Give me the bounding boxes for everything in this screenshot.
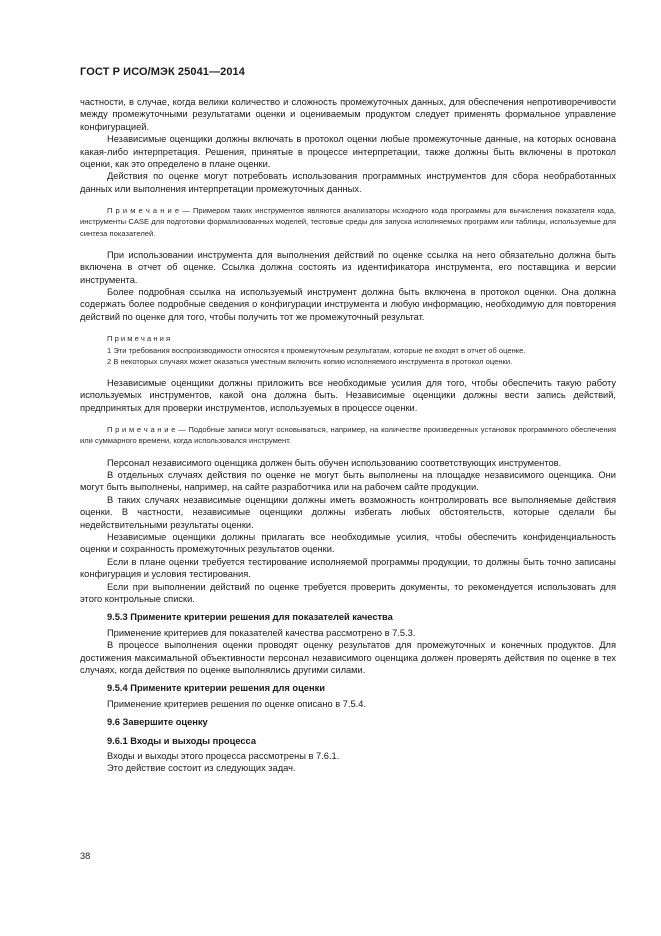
note-label: П р и м е ч а н и е — bbox=[107, 425, 186, 435]
page-body bbox=[80, 96, 616, 775]
note bbox=[80, 424, 616, 446]
paragraph: Более подробная ссылка на используемый инструмент должна быть включена в протокол оценки. Она должна содержать более подробные сведения о конфигурации инструмента и любую информацию, необходимую для повторения действий по оценке для того, чтобы получить тот же промежуточный результат. bbox=[80, 287, 616, 322]
paragraph: Если в плане оценки требуется тестирование исполняемой программы продукции, то должны быть точно записаны конфигурация и условия тестирования. bbox=[80, 556, 616, 580]
paragraph: частности, в случае, когда велики количество и сложность промежуточных данных, для обеспечения непротиворечивости между промежуточными результатами оценки и оцениваемым продуктом следует применять формальное управление конфигурацией. bbox=[80, 97, 616, 132]
paragraph: В отдельных случаях действия по оценке не могут быть выполнены на площадке независимого оценщика. Они могут быть выполнены, например, на сайте разработчика или на рабочем сайте продукции. bbox=[80, 469, 616, 493]
note-text: Подобные записи могут основываться, например, на количестве произведенных установок программного обеспечения или суммарного времени, когда использовался инструмент. bbox=[80, 425, 616, 446]
paragraph: Независимые оценщики должны прилагать все необходимые усилия, чтобы обеспечить конфиденциальность оценки и сохранность промежуточных результатов оценки. bbox=[80, 531, 616, 555]
paragraph: Независимые оценщики должны приложить все необходимые усилия для того, чтобы обеспечить такую работу используемых инструментов, какой она должна быть. Независимые оценщики должны вести запись действий, предпринятых для проверки инструментов, используемых в процессе оценки. bbox=[80, 377, 616, 413]
paragraph: Входы и выходы этого процесса рассмотрены в 7.6.1. bbox=[107, 751, 340, 762]
paragraph: В процессе выполнения оценки проводят оценку результатов для промежуточных и конечных продуктов. Для достижения максимальной объективности персонал независимого оценщика должен проверять действия по оценке в тех случаях, когда действия по оценке выполнялись другими силами. bbox=[80, 640, 616, 676]
section-heading: 9.6.1 Входы и выходы процесса bbox=[107, 735, 257, 746]
note-label: П р и м е ч а н и е — bbox=[107, 206, 190, 216]
note-text: Примером таких инструментов являются анализаторы исходного кода программы для вычисления показателя кода, инструменты CASE для подготовки формализованных моделей, тестовые среды для запуска исполняемых программ или таблицы, используемые для синтеза показателей. bbox=[80, 206, 616, 238]
paragraph: При использовании инструмента для выполнения действий по оценке ссылка на него обязательно должна быть включена в отчет об оценке. Ссылка должна состоять из идентификатора инструмента, его поставщика и версии инструмента. bbox=[80, 249, 616, 285]
page-header: ГОСТ Р ИСО/МЭК 25041—2014 bbox=[80, 66, 245, 78]
notes-heading: П р и м е ч а н и я bbox=[107, 334, 171, 344]
note bbox=[80, 205, 616, 239]
note-item: 2 В некоторых случаях может оказаться уместным включить копию исполняемого инструмента в протокол оценки. bbox=[107, 356, 513, 366]
section-heading: 9.6 Завершите оценку bbox=[107, 717, 208, 728]
paragraph: Это действие состоит из следующих задач. bbox=[107, 763, 296, 774]
note-item: 1 Эти требования воспроизводимости относятся к промежуточным результатам, которые не входят в отчет об оценке. bbox=[107, 345, 526, 355]
section-heading: 9.5.3 Примените критерии решения для показателей качества bbox=[107, 612, 393, 623]
paragraph: Применение критериев решения по оценке описано в 7.5.4. bbox=[107, 698, 367, 709]
paragraph: Применение критериев для показателей качества рассмотрено в 7.5.3. bbox=[107, 627, 416, 638]
paragraph: Действия по оценке могут потребовать использования программных инструментов для сбора необработанных данных или выполнения интерпретации промежуточных данных. bbox=[80, 171, 616, 194]
paragraph: Независимые оценщики должны включать в протокол оценки любые промежуточные данные, на которых основана какая-либо интерпретация. Решения, принятые в процессе интерпретации, также должны быть включены в протокол оценки, как это определено в плане оценки. bbox=[80, 134, 616, 170]
notes-block bbox=[80, 333, 616, 367]
page-number: 38 bbox=[80, 851, 91, 861]
paragraph: Персонал независимого оценщика должен быть обучен использованию соответствующих инструментов. bbox=[107, 457, 562, 468]
paragraph: Если при выполнении действий по оценке требуется проверить документы, то рекомендуется использовать для этого контрольные списки. bbox=[80, 581, 616, 604]
section-heading: 9.5.4 Примените критерии решения для оценки bbox=[107, 683, 325, 694]
paragraph: В таких случаях независимые оценщики должны иметь возможность контролировать все выполняемые действия оценки. В частности, независимые оценщики должны избегать любых обстоятельств, которые сделали бы недействительными результаты оценки. bbox=[80, 494, 616, 530]
